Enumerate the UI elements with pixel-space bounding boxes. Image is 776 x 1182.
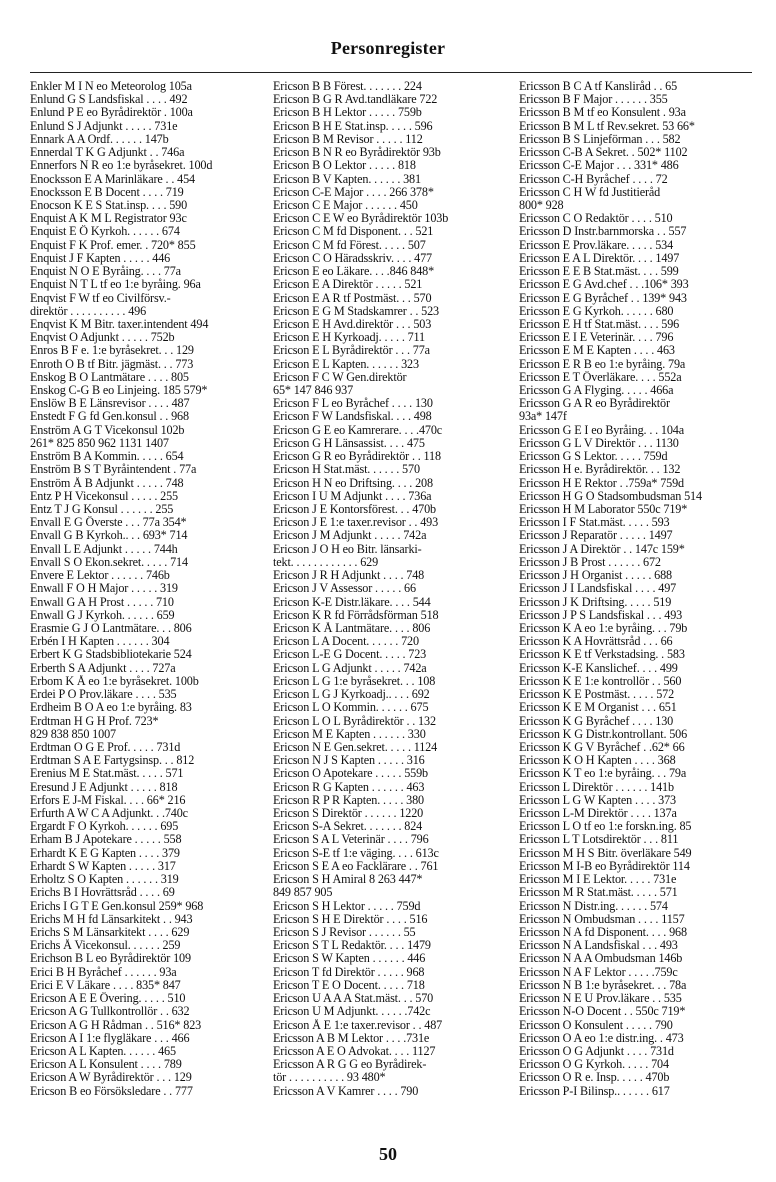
register-entry: Ericson C E Major . . . . . . 450 xyxy=(273,198,418,212)
register-entry: Ericsson G A R eo Byrådirektör xyxy=(519,397,670,411)
register-entry: Enström B A Kommin. . . . . 654 xyxy=(30,450,184,464)
page-title: Personregister xyxy=(330,38,446,58)
register-entry: Ennark A A Ordf. . . . . . 147b xyxy=(30,132,169,146)
register-entry: Ericson J E Kontorsförest. . . 470b xyxy=(273,503,436,516)
register-entry: Ericsson K E M Organist . . . 651 xyxy=(519,701,677,715)
register-entry: direktör . . . . . . . . . . 496 xyxy=(30,304,147,318)
register-entry: Ericson J M Adjunkt . . . . . 742a xyxy=(273,529,427,543)
page-number: 50 xyxy=(379,1144,397,1164)
register-entry: Erdei P O Prov.läkare . . . . 535 xyxy=(30,688,177,702)
register-entry: Enqvist K M Bitr. taxer.intendent 494 xyxy=(30,317,209,331)
register-entry: Ericsson A R G G eo Byrådirek- xyxy=(273,1058,427,1072)
register-entry: Erdheim B O A eo 1:e byråing. 83 xyxy=(30,701,192,715)
register-entry: Ericsson O R e. Insp. . . . . 470b xyxy=(519,1071,670,1085)
register-entry: Entz P H Vicekonsul . . . . . 255 xyxy=(30,489,179,503)
register-entry: Ericsson H E Rektor . .759a* 759d xyxy=(519,476,684,490)
register-entry: Ericson B N R eo Byrådirektör 93b xyxy=(273,146,441,160)
register-entry: Ericson T fd Direktör . . . . . 968 xyxy=(273,965,425,979)
register-entry: Ericson F C W Gen.direktör xyxy=(273,370,407,384)
register-entry: Erbert K G Stadsbibliotekarie 524 xyxy=(30,648,192,662)
register-entry: Ericsson C H W fd Justitieråd xyxy=(519,185,661,199)
register-entry: Ericson L O Kommin. . . . . . 675 xyxy=(273,701,429,715)
register-entry: Erbén I H Kapten . . . . . . 304 xyxy=(30,635,170,649)
register-entry: Ericson E H Avd.direktör . . . 503 xyxy=(273,317,432,331)
register-entry: Ericson B eo Försöksledare . . 777 xyxy=(30,1084,193,1098)
register-entry: Enocksson E B Docent . . . . 719 xyxy=(30,185,184,199)
register-entry: Ericson B H E Stat.insp. . . . . 596 xyxy=(273,119,433,133)
register-entry: Ericsson L Direktör . . . . . . 141b xyxy=(519,780,674,794)
register-entry: Ericson E A Direktör . . . . . 521 xyxy=(273,278,423,292)
register-entry: Erichs I G T E Gen.konsul 259* 968 xyxy=(30,899,204,913)
register-entry: Ericson G E eo Kamrerare. . . .470c xyxy=(273,423,443,437)
register-entry: 65* 147 846 937 xyxy=(273,384,354,398)
register-entry: Enquist N O E Byråing. . . . 77a xyxy=(30,265,181,279)
register-entry: Enskog C-G B eo Linjeing. 185 579* xyxy=(30,384,208,398)
register-entry: Ericsson G S Lektor. . . . . 759d xyxy=(519,450,668,464)
register-entry: Ericsson N Ombudsman . . . . 1157 xyxy=(519,912,685,926)
register-entry: Ericsson J B Prost . . . . . . 672 xyxy=(519,555,661,569)
register-entry: Ericson A I 1:e flygläkare . . . 466 xyxy=(30,1031,190,1045)
register-entry: Enlund G S Landsfiskal . . . . 492 xyxy=(30,93,188,107)
register-entry: Erici B H Byråchef . . . . . . 93a xyxy=(30,965,177,979)
register-entry: Ericsson B S Linjeförman . . . 582 xyxy=(519,132,681,146)
register-entry: Ericson F L eo Byråchef . . . . 130 xyxy=(273,397,433,411)
register-entry: 800* 928 xyxy=(519,198,564,212)
register-entry: Ericson L A Docent. . . . . . 720 xyxy=(273,635,419,649)
register-entry: Ericson A L Kapten. . . . . . 465 xyxy=(30,1044,176,1058)
register-entry: Ericsson K T eo 1:e byråing. . . 79a xyxy=(519,767,687,781)
register-entry: Envall E G Överste . . . 77a 354* xyxy=(30,516,187,530)
register-entry: Ericsson G E I eo Byråing. . . 104a xyxy=(519,423,685,437)
register-entry: Ericsson N Distr.ing. . . . . . 574 xyxy=(519,899,668,913)
register-entry: Ericson J E 1:e taxer.revisor . . 493 xyxy=(273,516,439,530)
register-entry: Enqvist F W tf eo Civilförsv.- xyxy=(30,291,171,305)
register-entry: Ericsson D Instr.barnmorska . . 557 xyxy=(519,225,687,239)
register-entry: Ericson K Å Lantmätare. . . . 806 xyxy=(273,621,431,635)
register-entry: Erdtman O G E Prof. . . . . 731d xyxy=(30,740,181,754)
register-entry: Enroth O B tf Bitr. jägmäst. . . 773 xyxy=(30,357,194,371)
register-entry: Ericsson N A F Lektor . . . . .759c xyxy=(519,965,678,979)
register-entry: Ericson H N eo Driftsing. . . . 208 xyxy=(273,476,433,490)
register-entry: Ericsson E M E Kapten . . . . 463 xyxy=(519,344,675,358)
register-entry: Ericsson J A Direktör . . 147c 159* xyxy=(519,542,685,556)
register-entry: Ericson B B Förest. . . . . . . 224 xyxy=(273,80,422,93)
register-entry: Ericsson J H Organist . . . . . 688 xyxy=(519,569,672,583)
register-entry: Ericsson H e. Byrådirektör. . . 132 xyxy=(519,463,681,477)
register-entry: Ericson R G Kapten . . . . . . 463 xyxy=(273,780,425,794)
register-entry: tör . . . . . . . . . . 93 480* xyxy=(273,1071,386,1085)
register-entry: Ericson Å E 1:e taxer.revisor . . 487 xyxy=(273,1018,443,1032)
register-entry: Ericson B V Kapten. . . . . . 381 xyxy=(273,172,421,186)
register-entry: Enocson K E S Stat.insp. . . . 590 xyxy=(30,198,188,212)
register-entry: Ericson A G H Rådman . . 516* 823 xyxy=(30,1018,202,1032)
register-entry: Enstedt F G fd Gen.konsul . . 968 xyxy=(30,410,189,424)
register-entry: Ericsson K A eo 1:e byråing. . . 79b xyxy=(519,621,688,635)
register-entry: Ericson N J S Kapten . . . . . 316 xyxy=(273,754,425,768)
register-entry: Entz T J G Konsul . . . . . . 255 xyxy=(30,503,174,516)
register-entry: Ericson J O H eo Bitr. länsarki- xyxy=(273,542,422,556)
register-entry: Ericson S J Revisor . . . . . . 55 xyxy=(273,926,416,939)
register-entry: Erichs M H fd Länsarkitekt . . 943 xyxy=(30,912,193,926)
register-entry: Ericson L G J Kyrkoadj.. . . . 692 xyxy=(273,688,430,702)
register-entry: Ericson L O L Byrådirektör . . 132 xyxy=(273,714,436,728)
register-entry: Erdtman S A E Fartygsinsp. . . 812 xyxy=(30,754,195,768)
register-entry: Erici E V Läkare . . . . 835* 847 xyxy=(30,978,181,992)
register-entry: Ennerfors N R eo 1:e byråsekret. 100d xyxy=(30,159,213,173)
register-entry: Ericsson B M tf eo Konsulent . 93a xyxy=(519,106,686,120)
register-entry: Ericson S T L Redaktör. . . . 1479 xyxy=(273,939,431,953)
register-entry: Ericsson O G Kyrkoh. . . . . 704 xyxy=(519,1058,669,1072)
register-entry: Ericson S-E tf 1:e väging. . . . 613c xyxy=(273,846,439,860)
register-entry: Ericsson L O tf eo 1:e forskn.ing. 85 xyxy=(519,820,692,834)
register-entry: Ericsson E G Byråchef . . 139* 943 xyxy=(519,291,687,305)
register-entry: Ericsson H M Laborator 550c 719* xyxy=(519,503,688,516)
register-entry: Ericson E L Kapten. . . . . . 323 xyxy=(273,357,419,371)
header-rule xyxy=(30,72,752,73)
register-entry: Ericsson C-E Major . . . 331* 486 xyxy=(519,159,679,173)
register-entry: Enqvist O Adjunkt . . . . . 752b xyxy=(30,331,175,345)
register-entry: Ericson S H Lektor . . . . . 759d xyxy=(273,899,421,913)
register-entry: Ericsson K E 1:e kontrollör . . 560 xyxy=(519,674,682,688)
register-entry: Ericsson E Prov.läkare. . . . . 534 xyxy=(519,238,674,252)
register-entry: Ericsson K G Distr.kontrollant. 506 xyxy=(519,727,688,741)
register-entry: Ericson G H Länsassist. . . . 475 xyxy=(273,436,425,450)
register-entry: Ericson E A R tf Postmäst. . . 570 xyxy=(273,291,432,305)
register-entry: Ericson I U M Adjunkt . . . . 736a xyxy=(273,489,432,503)
column-1 xyxy=(30,80,262,1098)
register-entry: Ergardt F O Kyrkoh. . . . . . 695 xyxy=(30,820,179,834)
register-entry: Erfurth A W C A Adjunkt. . .740c xyxy=(30,807,188,821)
register-entry: Ericson S A L Veterinär . . . . 796 xyxy=(273,833,429,847)
register-entry: Ericson H Stat.mäst. . . . . . 570 xyxy=(273,463,420,477)
register-entry: Ericson L G Adjunkt . . . . . 742a xyxy=(273,661,427,675)
register-entry: Ericson E eo Läkare. . . .846 848* xyxy=(273,265,435,279)
register-entry: Ericson K-E Distr.läkare. . . . 544 xyxy=(273,595,431,609)
register-entry: Enskog B O Lantmätare . . . . 805 xyxy=(30,370,189,384)
register-entry: Ericsson O G Adjunkt . . . . 731d xyxy=(519,1044,674,1058)
register-entry: Enocksson E A Marinläkare . . 454 xyxy=(30,172,195,186)
register-entry: Ericsson E I E Veterinär. . . . 796 xyxy=(519,331,674,345)
register-entry: Ericson M E Kapten . . . . . . 330 xyxy=(273,727,426,741)
register-entry: Ericsson N A fd Disponent. . . . 968 xyxy=(519,926,687,939)
register-entry: Ericson S W Kapten . . . . . . 446 xyxy=(273,952,426,966)
register-entry: Ericsson N-O Docent . . 550c 719* xyxy=(519,1005,686,1019)
register-entry: Ericsson B C A tf Kansliråd . . 65 xyxy=(519,80,678,93)
register-entry: Ericsson E R B eo 1:e byråing. 79a xyxy=(519,357,686,371)
register-entry: Ericson J R H Adjunkt . . . . 748 xyxy=(273,569,425,583)
register-entry: Enkler M I N eo Meteorolog 105a xyxy=(30,80,192,93)
register-entry: Ericsson M H S Bitr. överläkare 549 xyxy=(519,846,692,860)
register-entry: Ericson B M Revisor . . . . . 112 xyxy=(273,132,423,146)
register-entry: Ericsson L G W Kapten . . . . 373 xyxy=(519,793,676,807)
register-entry: Ericsson M I-B eo Byrådirektör 114 xyxy=(519,859,690,873)
register-entry: Erhardt S W Kapten . . . . . 317 xyxy=(30,859,176,873)
register-entry: Ericsson E T Överläkare. . . . 552a xyxy=(519,370,682,384)
register-entry: Erdtman H G H Prof. 723* xyxy=(30,714,159,728)
register-entry: Ericson G R eo Byrådirektör . . 118 xyxy=(273,450,441,464)
register-entry: Ericson E G M Stadskamrer . . 523 xyxy=(273,304,439,318)
register-entry: Ericson B G R Avd.tandläkare 722 xyxy=(273,93,438,107)
register-entry: Ericsson K E Postmäst. . . . . 572 xyxy=(519,688,675,702)
register-entry: Ericsson J K Driftsing. . . . . 519 xyxy=(519,595,672,609)
register-entry: Ericsson I F Stat.mäst. . . . . 593 xyxy=(519,516,670,530)
register-entry: 829 838 850 1007 xyxy=(30,727,116,741)
register-entry: Enquist N T L tf eo 1:e byråing. 96a xyxy=(30,278,201,292)
register-entry: Enström Å B Adjunkt . . . . . 748 xyxy=(30,476,184,490)
register-entry: Erasmie G J O Lantmätare. . . 806 xyxy=(30,621,192,635)
register-entry: Ericsson J I Landsfiskal . . . . 497 xyxy=(519,582,677,596)
register-entry: Ericsson E E B Stat.mäst. . . . 599 xyxy=(519,265,679,279)
register-entry: Ericsson L-M Direktör . . . . 137a xyxy=(519,807,677,821)
register-entry: Ericson S Direktör . . . . . . 1220 xyxy=(273,807,424,821)
register-entry: Ericsson K E tf Verkstadsing. . 583 xyxy=(519,648,685,662)
register-entry: Enquist A K M L Registrator 93c xyxy=(30,212,187,226)
register-entry: Ericsson N B 1:e byråsekret. . . 78a xyxy=(519,978,687,992)
register-entry: 93a* 147f xyxy=(519,410,567,424)
register-entry: Enquist E Ö Kyrkoh. . . . . . 674 xyxy=(30,225,180,239)
register-entry: Ericsson P-I Bilinsp.. . . . . . 617 xyxy=(519,1084,670,1098)
register-entry: Ericson L-E G Docent. . . . . 723 xyxy=(273,648,427,662)
register-entry: Ericson S H Amiral 8 263 447* xyxy=(273,873,423,887)
register-entry: Erberth S A Adjunkt . . . . 727a xyxy=(30,661,176,675)
register-entry: Ericson L G 1:e byråsekret. . . 108 xyxy=(273,674,436,688)
register-entry: Ericsson N A Landsfiskal . . . 493 xyxy=(519,939,678,953)
column-3 xyxy=(519,80,752,1098)
register-entry: Ericsson G L V Direktör . . . 1130 xyxy=(519,436,679,450)
register-entry: Envall S O Ekon.sekret. . . . . 714 xyxy=(30,555,188,569)
register-entry: Ericsson E G Kyrkoh. . . . . . 680 xyxy=(519,304,674,318)
register-entry: Ericsson E A L Direktör. . . . 1497 xyxy=(519,251,680,265)
register-entry: Enström A G T Vicekonsul 102b xyxy=(30,423,185,437)
register-entry: Ericson B H Lektor . . . . . 759b xyxy=(273,106,422,120)
register-entry: Erhardt K E G Kapten . . . . 379 xyxy=(30,846,180,860)
register-entry: Ericson S-A Sekret. . . . . . . 824 xyxy=(273,820,423,834)
register-entry: Ericson S H E Direktör . . . . 516 xyxy=(273,912,428,926)
register-entry: Ericsson N E U Prov.läkare . . 535 xyxy=(519,992,682,1006)
register-entry: 261* 825 850 962 1131 1407 xyxy=(30,436,169,450)
register-entry: Enquist J F Kapten . . . . . 446 xyxy=(30,251,171,265)
register-entry: Ennerdal T K G Adjunkt . . 746a xyxy=(30,146,185,160)
register-entry: Ericsson M R Stat.mäst. . . . . 571 xyxy=(519,886,678,900)
register-entry: Ericsson K A Hovrättsråd . . . 66 xyxy=(519,635,673,649)
register-entry: Erfors E J-M Fiskal. . . . 66* 216 xyxy=(30,793,186,807)
register-entry: Enwall G J Kyrkoh. . . . . . 659 xyxy=(30,608,175,622)
register-entry: Ericsson N A A Ombudsman 146b xyxy=(519,952,683,966)
register-entry: Ericsson C-H Byråchef . . . . 72 xyxy=(519,172,668,186)
register-entry: Ericson S E A eo Facklärare . . 761 xyxy=(273,859,439,873)
register-entry: Enström B S T Byråintendent . 77a xyxy=(30,463,197,477)
register-entry: Ericsson J P S Landsfiskal . . . 493 xyxy=(519,608,683,622)
register-entry: Enlund S J Adjunkt . . . . . 731e xyxy=(30,119,178,133)
register-entry: Enquist F K Prof. emer. . 720* 855 xyxy=(30,238,196,252)
register-entry: Ericson B O Lektor . . . . . 818 xyxy=(273,159,416,173)
register-entry: tekt. . . . . . . . . . . . 629 xyxy=(273,555,379,569)
register-entry: Ericson N E Gen.sekret. . . . . 1124 xyxy=(273,740,438,754)
register-entry: Ericsson K-E Kanslichef. . . . 499 xyxy=(519,661,678,675)
register-entry: Ericsson K O H Kapten . . . . 368 xyxy=(519,754,676,768)
register-columns xyxy=(30,80,752,1100)
register-entry: Erholtz S O Kapten . . . . . . 319 xyxy=(30,873,179,887)
register-entry: Ericson A G Tullkontrollör . . 632 xyxy=(30,1005,190,1019)
register-entry: 849 857 905 xyxy=(273,886,333,900)
register-entry: Ericsson K G V Byråchef . .62* 66 xyxy=(519,740,685,754)
register-entry: Ericsson E H tf Stat.mäst. . . . 596 xyxy=(519,317,680,331)
column-2 xyxy=(273,80,505,1098)
register-entry: Ericson J V Assessor . . . . . 66 xyxy=(273,582,416,596)
register-entry: Ericsson C O Redaktör . . . . 510 xyxy=(519,212,673,226)
register-entry: Ericsson H G O Stadsombudsman 514 xyxy=(519,489,702,503)
register-entry: Enlund P E eo Byrådirektör . 100a xyxy=(30,106,193,120)
register-entry: Ericson E H Kyrkoadj. . . . . 711 xyxy=(273,331,425,345)
register-entry: Erichs Å Vicekonsul. . . . . . 259 xyxy=(30,939,181,953)
register-entry: Ericsson E G Avd.chef . . .106* 393 xyxy=(519,278,689,292)
register-entry: Erichson B L eo Byrådirektör 109 xyxy=(30,952,191,966)
register-entry: Ericsson G A Flyging. . . . . 466a xyxy=(519,384,674,398)
register-entry: Eresund J E Adjunkt . . . . . 818 xyxy=(30,780,178,794)
register-entry: Enros B F e. 1:e byråsekret. . . 129 xyxy=(30,344,194,358)
register-entry: Ericson U M Adjunkt. . . . . .742c xyxy=(273,1005,431,1019)
register-entry: Erham B J Apotekare . . . . . 558 xyxy=(30,833,182,847)
register-entry: Enwall G A H Prost . . . . . 710 xyxy=(30,595,174,609)
register-entry: Ericsson M I E Lektor. . . . . 731e xyxy=(519,873,677,887)
register-entry: Erbom K Å eo 1:e byråsekret. 100b xyxy=(30,674,199,688)
register-entry: Ericson C O Häradsskriv. . . . 477 xyxy=(273,251,432,265)
register-entry: Ericson T E O Docent. . . . . 718 xyxy=(273,978,425,992)
register-entry: Erenius M E Stat.mäst. . . . . 571 xyxy=(30,767,184,781)
register-entry: Enslöw B E Länsrevisor . . . . 487 xyxy=(30,397,190,411)
register-entry: Ericson K R fd Förrådsförman 518 xyxy=(273,608,439,622)
register-entry: Ericson E L Byrådirektör . . . 77a xyxy=(273,344,430,358)
register-entry: Ericsson O Konsulent . . . . . 790 xyxy=(519,1018,673,1032)
register-entry: Erichs B I Hovrättsråd . . . . 69 xyxy=(30,886,175,900)
register-entry: Ericson C-E Major . . . . 266 378* xyxy=(273,185,434,199)
register-entry: Ericsson L T Lotsdirektör . . . 811 xyxy=(519,833,679,847)
register-entry: Ericson R P R Kapten. . . . . 380 xyxy=(273,793,424,807)
register-entry: Ericson C M fd Förest. . . . . 507 xyxy=(273,238,426,252)
register-entry: Enwall F O H Major . . . . . 319 xyxy=(30,582,178,596)
register-entry: Ericson O Apotekare . . . . . 559b xyxy=(273,767,428,781)
register-entry: Ericsson A V Kamrer . . . . 790 xyxy=(273,1084,419,1098)
register-entry: Ericson U A A A Stat.mäst. . . 570 xyxy=(273,992,434,1006)
register-entry: Envall L E Adjunkt . . . . . 744h xyxy=(30,542,178,556)
register-entry: Ericsson C-B A Sekret. . 502* 1102 xyxy=(519,146,688,160)
register-entry: Envall G B Kyrkoh.. . . 693* 714 xyxy=(30,529,188,543)
register-entry: Erichs S M Länsarkitekt . . . . 629 xyxy=(30,926,190,939)
register-entry: Ericson A L Konsulent . . . . 789 xyxy=(30,1058,182,1072)
register-entry: Ericson C M fd Disponent. . . 521 xyxy=(273,225,434,239)
register-entry: Ericson C E W eo Byrådirektör 103b xyxy=(273,212,449,226)
register-entry: Ericsson J Reparatör . . . . . 1497 xyxy=(519,529,673,543)
register-entry: Ericson A E E Övering. . . . . 510 xyxy=(30,992,186,1006)
register-entry: Envere E Lektor . . . . . . 746b xyxy=(30,569,170,583)
register-entry: Ericsson B M L tf Rev.sekret. 53 66* xyxy=(519,119,695,133)
register-entry: Ericsson A B M Lektor . . . .731e xyxy=(273,1031,430,1045)
register-entry: Ericsson A E O Advokat. . . . 1127 xyxy=(273,1044,436,1058)
register-entry: Ericson A W Byrådirektör . . . 129 xyxy=(30,1071,192,1085)
register-entry: Ericson F W Landsfiskal. . . . 498 xyxy=(273,410,432,424)
register-entry: Ericsson O A eo 1:e distr.ing. . 473 xyxy=(519,1031,684,1045)
register-entry: Ericsson K G Byråchef . . . . 130 xyxy=(519,714,674,728)
register-entry: Ericsson B F Major . . . . . . 355 xyxy=(519,93,668,107)
